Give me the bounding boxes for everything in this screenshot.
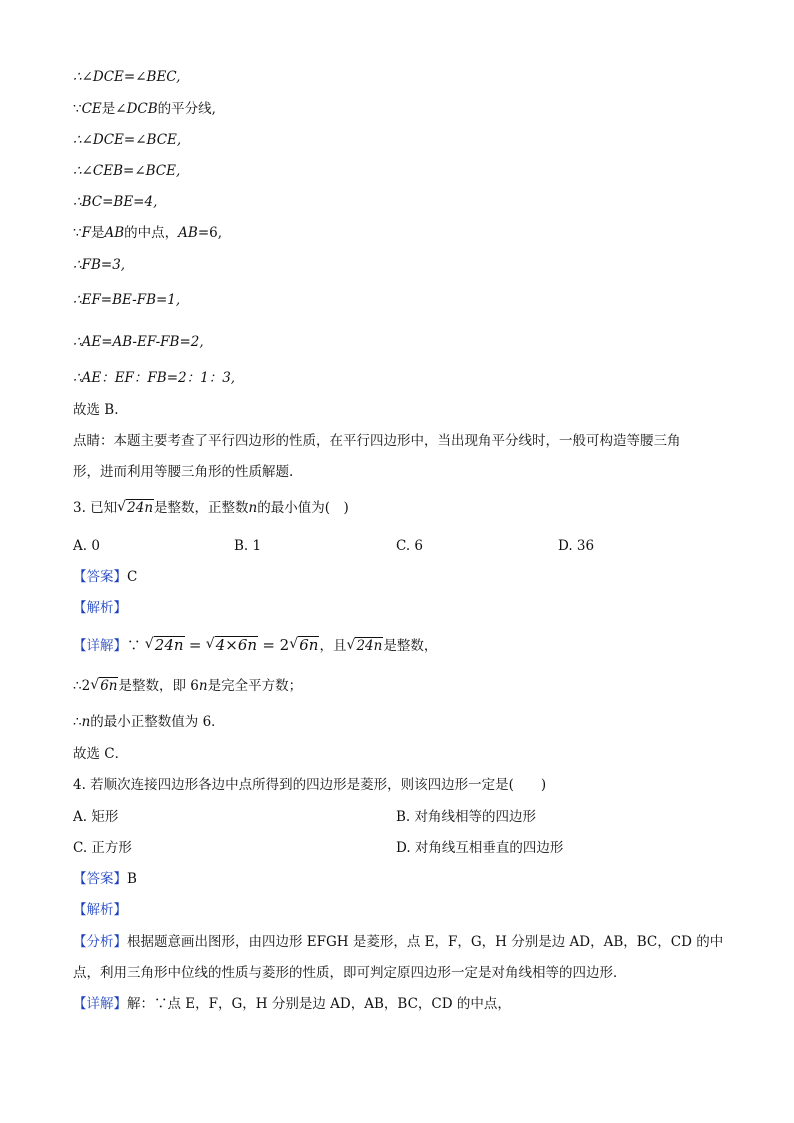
q4-answer: 【答案】B xyxy=(73,871,137,887)
sqrt-24n-2: √ 24n xyxy=(346,637,383,654)
question-3-stem: 3. 已知 √ 24n是整数，正整数n的最小值为( ) xyxy=(73,499,349,516)
q4-analysis-line-2: 点，利用三角形中位线的性质与菱形的性质，即可判定原四边形一定是对角线相等的四边形． xyxy=(73,965,627,981)
proof-line-7: ∴FB=3, xyxy=(73,257,126,273)
radical-sign: √ xyxy=(90,677,100,693)
radical-sign: √ xyxy=(117,499,127,515)
q3-detail-line-1: 【详解】∵ √ 24n = √ 4×6n = 2 √ 6n，且 √ 24n是整数， xyxy=(73,636,438,654)
sqrt-4x6n: √ 4×6n xyxy=(205,636,258,654)
sqrt-expression: √ 24n xyxy=(117,499,154,516)
q4-option-b: B. 对角线相等的四边形 xyxy=(396,809,537,825)
question-4-stem: 4. 若顺次连接四边形各边中点所得到的四边形是菱形，则该四边形一定是( ) xyxy=(73,777,547,793)
radical-sign: √ xyxy=(205,636,215,652)
q4-analysis-label: 【解析】 xyxy=(73,902,127,918)
q3-answer: 【答案】C xyxy=(73,569,138,585)
radical-sign: √ xyxy=(289,636,299,652)
proof-line-10: ∴AE：EF：FB=2：1：3, xyxy=(73,370,236,386)
sqrt-24n: √ 24n xyxy=(144,636,184,654)
q4-option-c: C. 正方形 xyxy=(73,840,132,856)
q3-option-c: C. 6 xyxy=(396,538,424,554)
q3-analysis-label: 【解析】 xyxy=(73,600,127,616)
sqrt-6n-2: √ 6n xyxy=(90,677,118,694)
remark-line-1: 点睛：本题主要考查了平行四边形的性质，在平行四边形中，当出现角平分线时，一般可构造等腰三角 xyxy=(73,433,681,449)
proof-line-2: ∵CE是∠DCB的平分线, xyxy=(73,101,216,117)
q4-detail-line-1: 【详解】解：∵点 E，F，G，H 分别是边 AD，AB，BC，CD 的中点， xyxy=(73,996,511,1012)
sqrt-6n: √ 6n xyxy=(289,636,319,654)
q3-conclusion: 故选 C． xyxy=(73,746,129,762)
q3-option-b: B. 1 xyxy=(234,538,262,554)
proof-line-5: ∴BC=BE=4, xyxy=(73,194,158,210)
proof-line-8: ∴EF=BE-FB=1, xyxy=(73,292,181,308)
proof-line-1: ∴∠DCE=∠BEC, xyxy=(73,69,181,85)
q3-option-a: A. 0 xyxy=(73,538,100,554)
q3-detail-line-3: ∴n的最小正整数值为 6． xyxy=(73,714,225,730)
radical-sign: √ xyxy=(144,636,154,652)
radical-sign: √ xyxy=(346,637,356,653)
proof-line-4: ∴∠CEB=∠BCE, xyxy=(73,163,181,179)
q4-option-a: A. 矩形 xyxy=(73,809,119,825)
proof-line-6: ∵F是AB的中点，AB=6, xyxy=(73,225,223,241)
proof-conclusion: 故选 B. xyxy=(73,402,119,418)
proof-line-3: ∴∠DCE=∠BCE, xyxy=(73,132,182,148)
q3-detail-line-2: ∴2 √ 6n是整数，即 6n是完全平方数； xyxy=(73,677,303,694)
proof-line-9: ∴AE=AB-EF-FB=2, xyxy=(73,334,204,350)
q3-option-d: D. 36 xyxy=(558,538,595,554)
q4-analysis-line-1: 【分析】根据题意画出图形，由四边形 EFGH 是菱形，点 E，F，G，H 分别是边 AD，AB，BC，CD 的中 xyxy=(73,934,724,950)
remark-line-2: 形，进而利用等腰三角形的性质解题. xyxy=(73,464,294,480)
q4-option-d: D. 对角线互相垂直的四边形 xyxy=(396,840,564,856)
